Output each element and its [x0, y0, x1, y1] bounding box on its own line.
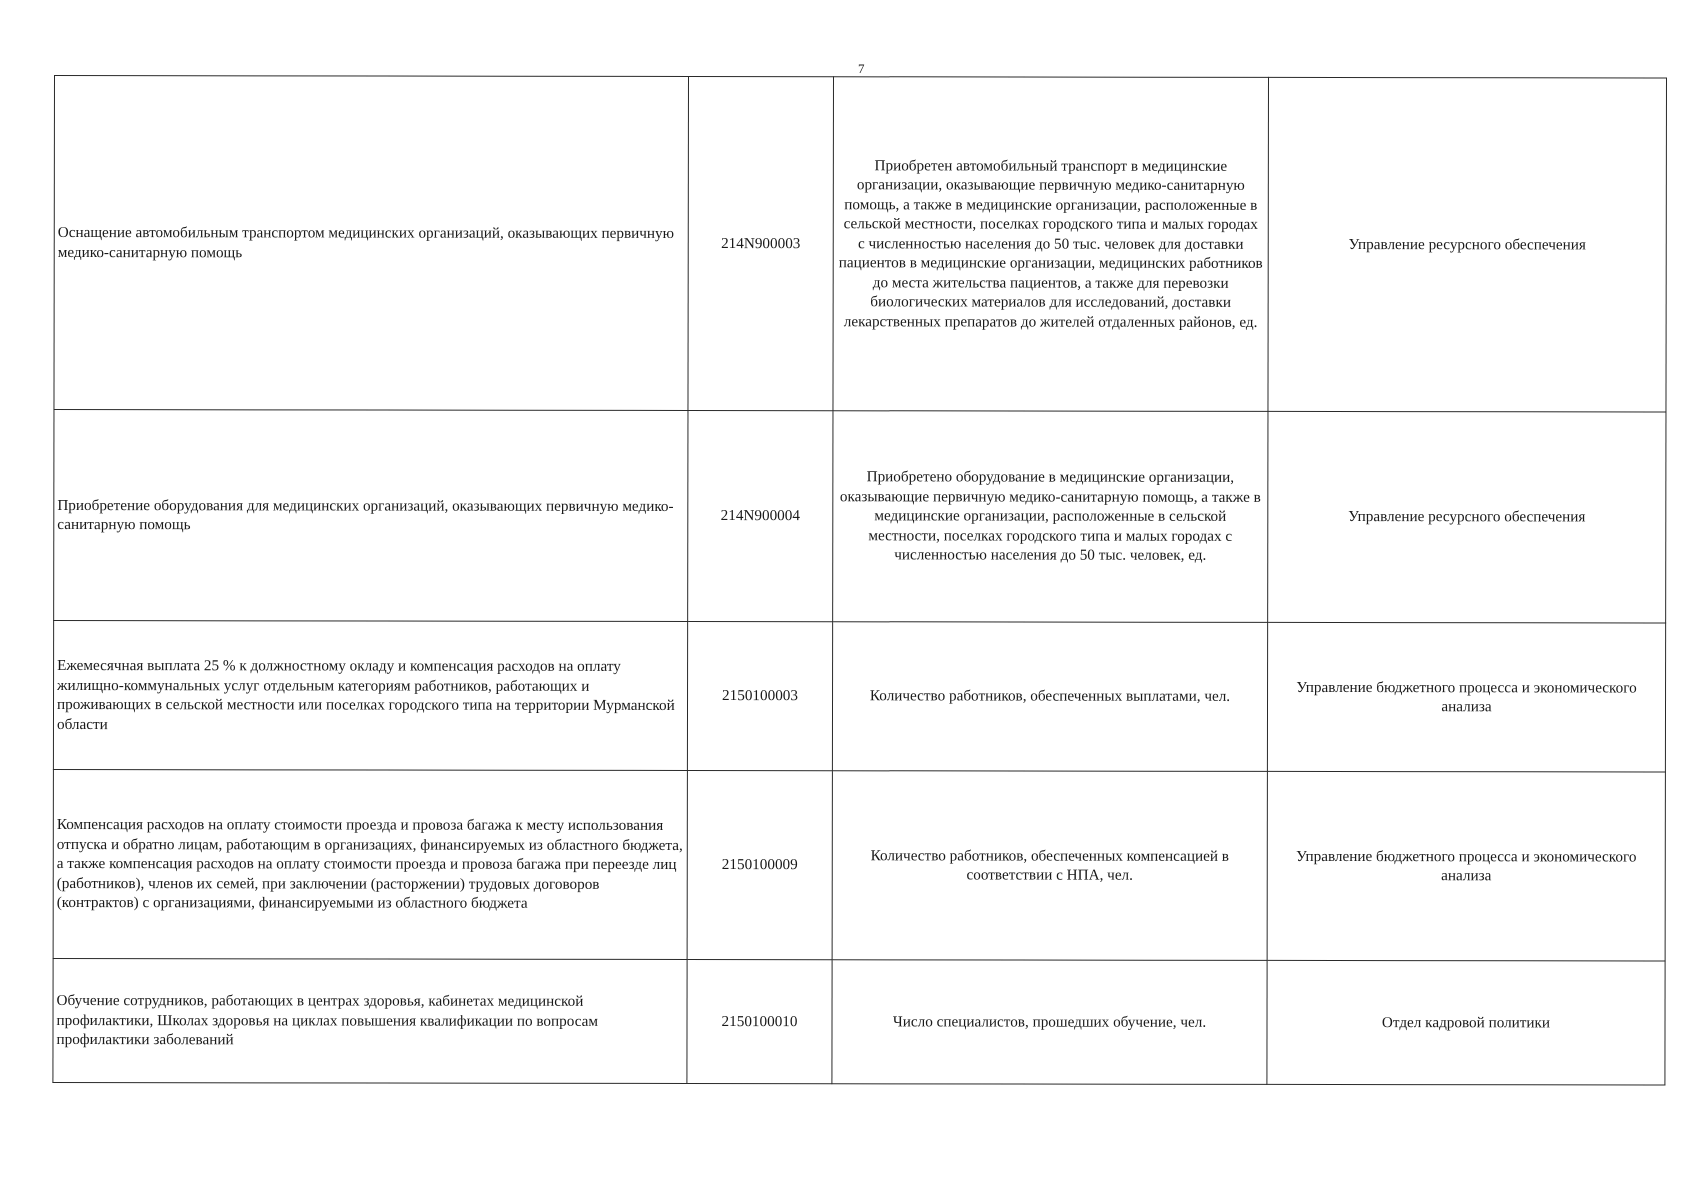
table-row — [54, 76, 1667, 413]
table-row — [54, 410, 1666, 624]
measure-name: Компенсация расходов на оплату стоимости проезда и провоза багажа к месту использования отпуска и обратно лицам, работающим в организациях, финансируемых из областного бюджета, а также компенсация расходов на оплату стоимости проезда и провоза багажа при переезде лиц (работников), членов их семей, при заключении (расторжении) трудовых договоров (контрактов) с организациями, финансируемыми из областного бюджета — [56, 816, 683, 912]
budget-code: 2150100003 — [722, 687, 799, 705]
responsible-cell — [1267, 960, 1665, 1085]
measure-name-cell — [53, 621, 687, 771]
responsible-cell — [1267, 622, 1665, 772]
budget-code: 214N900004 — [720, 507, 800, 525]
budget-code: 214N900003 — [721, 234, 801, 252]
indicator-text: Количество работников, обеспеченных выплатами, чел. — [869, 687, 1231, 706]
budget-code-cell — [687, 621, 832, 770]
budget-code-cell — [688, 76, 834, 410]
budget-code-cell — [688, 410, 833, 621]
responsible-unit: Управление ресурсного обеспечения — [1348, 508, 1586, 526]
measure-name: Оснащение автомобильным транспортом медицинских организаций, оказывающих первичную медико-санитарную помощь — [57, 224, 675, 261]
measures-table — [52, 75, 1667, 1086]
measure-name-cell — [53, 958, 687, 1083]
indicator-cell — [833, 411, 1268, 623]
measure-name-cell — [54, 76, 689, 411]
indicator-text: Приобретен автомобильный транспорт в медицинские организации, оказывающие первичную медико-санитарную помощь, а также в медицинские организации, расположенные в сельской местности, поселках городского типа и малых городах с численностью населения до 50 тыс. человек для доставки пациентов в медицинские организации, медицинских работников до места жительства пациентов, а также для перевозки биологических материалов для исследований, доставки лекарственных препаратов до жителей отдаленных районов, ед. — [838, 157, 1263, 331]
indicator-text: Количество работников, обеспеченных компенсацией в соответствии с НПА, чел. — [870, 846, 1229, 884]
measure-name-cell — [54, 410, 688, 622]
measure-name: Приобретение оборудования для медицинских организаций, оказывающих первичную медико-санитарную помощь — [57, 496, 674, 534]
table-row — [53, 621, 1665, 773]
indicator-cell — [832, 622, 1267, 772]
page-number: 7 — [858, 61, 865, 76]
budget-code-cell — [687, 770, 832, 959]
responsible-unit: Управление ресурсного обеспечения — [1348, 235, 1586, 254]
measure-name-cell — [53, 769, 687, 959]
responsible-cell — [1268, 411, 1666, 623]
budget-code: 2150100010 — [721, 1012, 798, 1030]
table-row — [53, 769, 1665, 961]
budget-code-cell — [687, 959, 832, 1083]
budget-code: 2150100009 — [721, 856, 798, 874]
responsible-cell — [1268, 77, 1667, 412]
indicator-cell — [832, 771, 1267, 961]
responsible-unit: Управление бюджетного процесса и экономического анализа — [1296, 847, 1637, 885]
responsible-cell — [1267, 771, 1665, 961]
responsible-unit: Отдел кадровой политики — [1381, 1013, 1551, 1032]
responsible-unit: Управление бюджетного процесса и экономического анализа — [1296, 678, 1637, 716]
indicator-text: Приобретено оборудование в медицинские организации, оказывающие первичную медико-санитарную помощь, а также в медицинские организации, расположенные в сельской местности, поселках городского типа и малых городах с численностью населения до 50 тыс. человек, ед. — [839, 468, 1261, 565]
indicator-cell — [832, 960, 1267, 1085]
measure-name: Обучение сотрудников, работающих в центрах здоровья, кабинетах медицинской профилактики, Школах здоровья на циклах повышения квалификации по вопросам профилактики заболеваний — [56, 992, 599, 1049]
indicator-text: Число специалистов, прошедших обучение, чел. — [892, 1013, 1207, 1031]
indicator-cell — [833, 77, 1269, 412]
table-row — [53, 958, 1665, 1085]
measure-name: Ежемесячная выплата 25 % к должностному окладу и компенсация расходов на оплату жилищно-коммунальных услуг отдельным категориям работников, работающих и проживающих в сельской местности или поселках городского типа на территории Мурманской области — [56, 657, 675, 733]
